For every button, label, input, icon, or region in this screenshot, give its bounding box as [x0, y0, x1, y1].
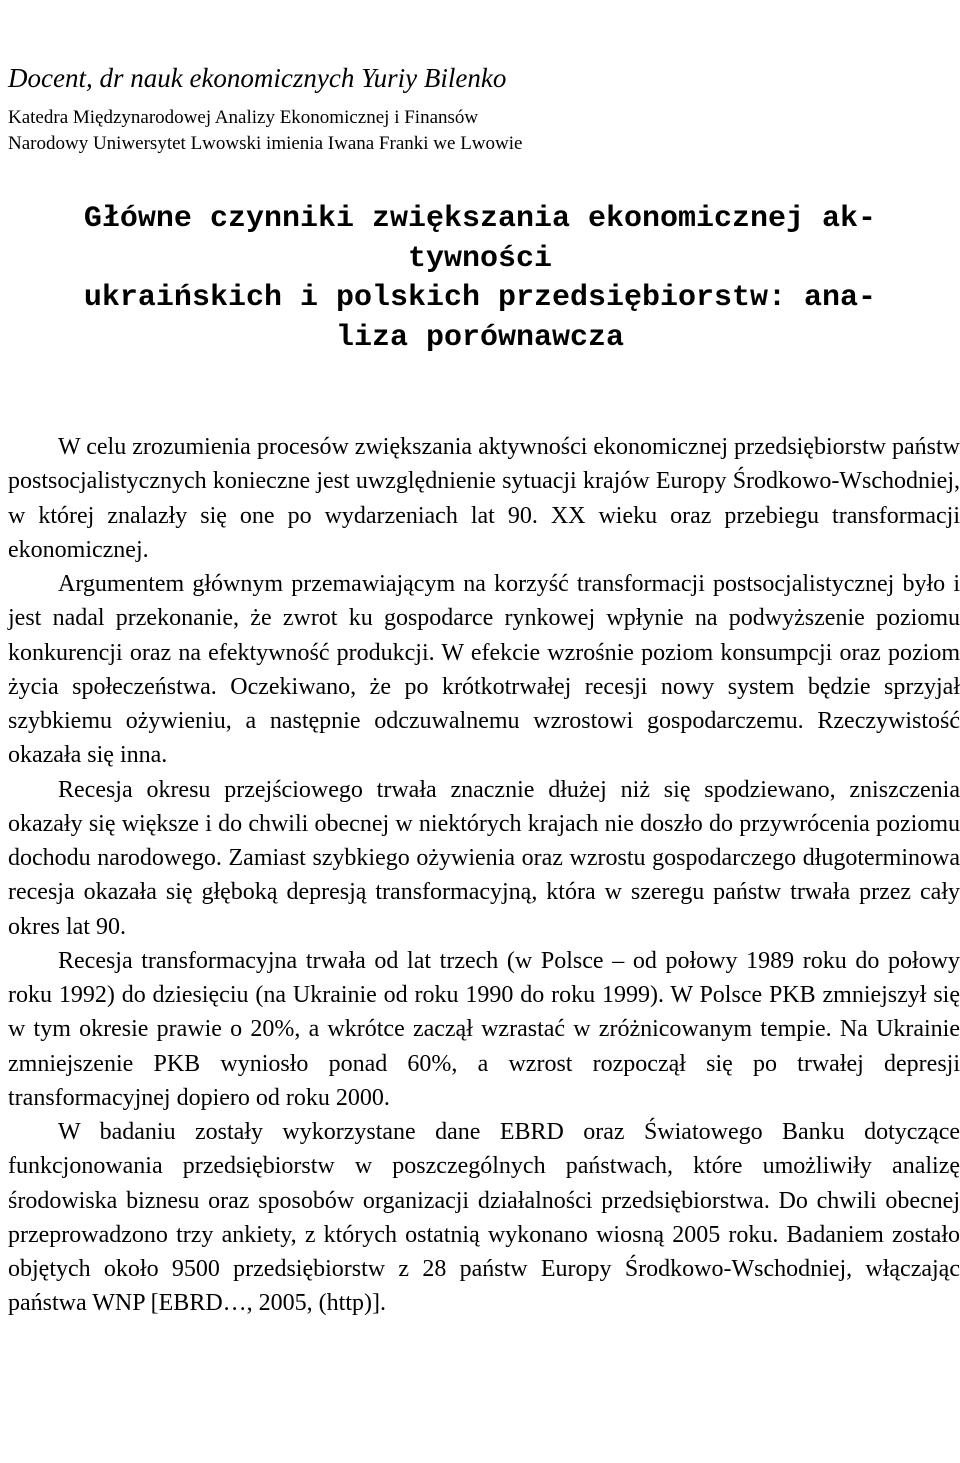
title-line-3: ukraińskich i polskich przedsiębiorstw: ana-	[83, 281, 877, 315]
department-line: Katedra Międzynarodowej Analizy Ekonomicznej i Finansów	[8, 107, 479, 128]
body-text	[8, 430, 960, 1321]
paragraph-1: W celu zrozumienia procesów zwiększania aktywności ekonomicznej przedsiębiorstw państw postsocjalistycznych konieczne jest uwzględnienie sytuacji krajów Europy Środkowo-Wschodniej, w której znalazły się one po wydarzeniach lat 90. XX wieku oraz przebiegu transformacji ekonomicznej.	[8, 434, 960, 563]
title-line-4: liza porównawcza	[335, 321, 625, 355]
university-line: Narodowy Uniwersytet Lwowski imienia Iwana Franki we Lwowie	[8, 133, 523, 154]
paragraph-2: Argumentem głównym przemawiającym na korzyść transformacji postsocjalistycznej było i jest nadal przekonanie, że zwrot ku gospodarce rynkowej wpłynie na podwyższenie poziomu konkurencji oraz na efektywność produkcji. W efekcie wzrośnie poziom konsumpcji oraz poziom życia społeczeństwa. Oczekiwano, że po krótkotrwałej recesji nowy system będzie sprzyjał szybkiemu ożywieniu, a następnie odczuwalnemu wzrostowi gospodarczemu. Rzeczywistość okazała się inna.	[8, 571, 960, 769]
author-line: Docent, dr nauk ekonomicznych Yuriy Bilenko	[8, 63, 507, 93]
title-line-2: tywności	[407, 242, 553, 276]
title-line-1: Główne czynniki zwiększania ekonomicznej ak-	[83, 202, 877, 236]
paragraph-5: W badaniu zostały wykorzystane dane EBRD oraz Światowego Banku dotyczące funkcjonowania przedsiębiorstw w poszczególnych państwach, które umożliwiły analizę środowiska biznesu oraz sposobów organizacji działalności przedsiębiorstwa. Do chwili obecnej przeprowadzono trzy ankiety, z których ostatnią wykonano wiosną 2005 roku. Badaniem zostało objętych około 9500 przedsiębiorstw z 28 państw Europy Środkowo-Wschodniej, włączając państwa WNP [EBRD…, 2005, (http)].	[8, 1119, 960, 1317]
paragraph-4: Recesja transformacyjna trwała od lat trzech (w Polsce – od połowy 1989 roku do połowy roku 1992) do dziesięciu (na Ukrainie od roku 1990 do roku 1999). W Polsce PKB zmniejszył się w tym okresie prawie o 20%, a wkrótce zaczął wzrastać w zróżnicowanym tempie. Na Ukrainie zmniejszenie PKB wyniosło ponad 60%, a wzrost rozpoczął się po trwałej depresji transformacyjnej dopiero od roku 2000.	[8, 947, 960, 1111]
paragraph-3: Recesja okresu przejściowego trwała znacznie dłużej niż się spodziewano, zniszczenia okazały się większe i do chwili obecnej w niektórych krajach nie doszło do przywrócenia poziomu dochodu narodowego. Zamiast szybkiego ożywienia oraz wzrostu gospodarczego długoterminowa recesja okazała się głęboką depresją transformacyjną, która w szeregu państw trwała przez cały okres lat 90.	[8, 776, 960, 940]
